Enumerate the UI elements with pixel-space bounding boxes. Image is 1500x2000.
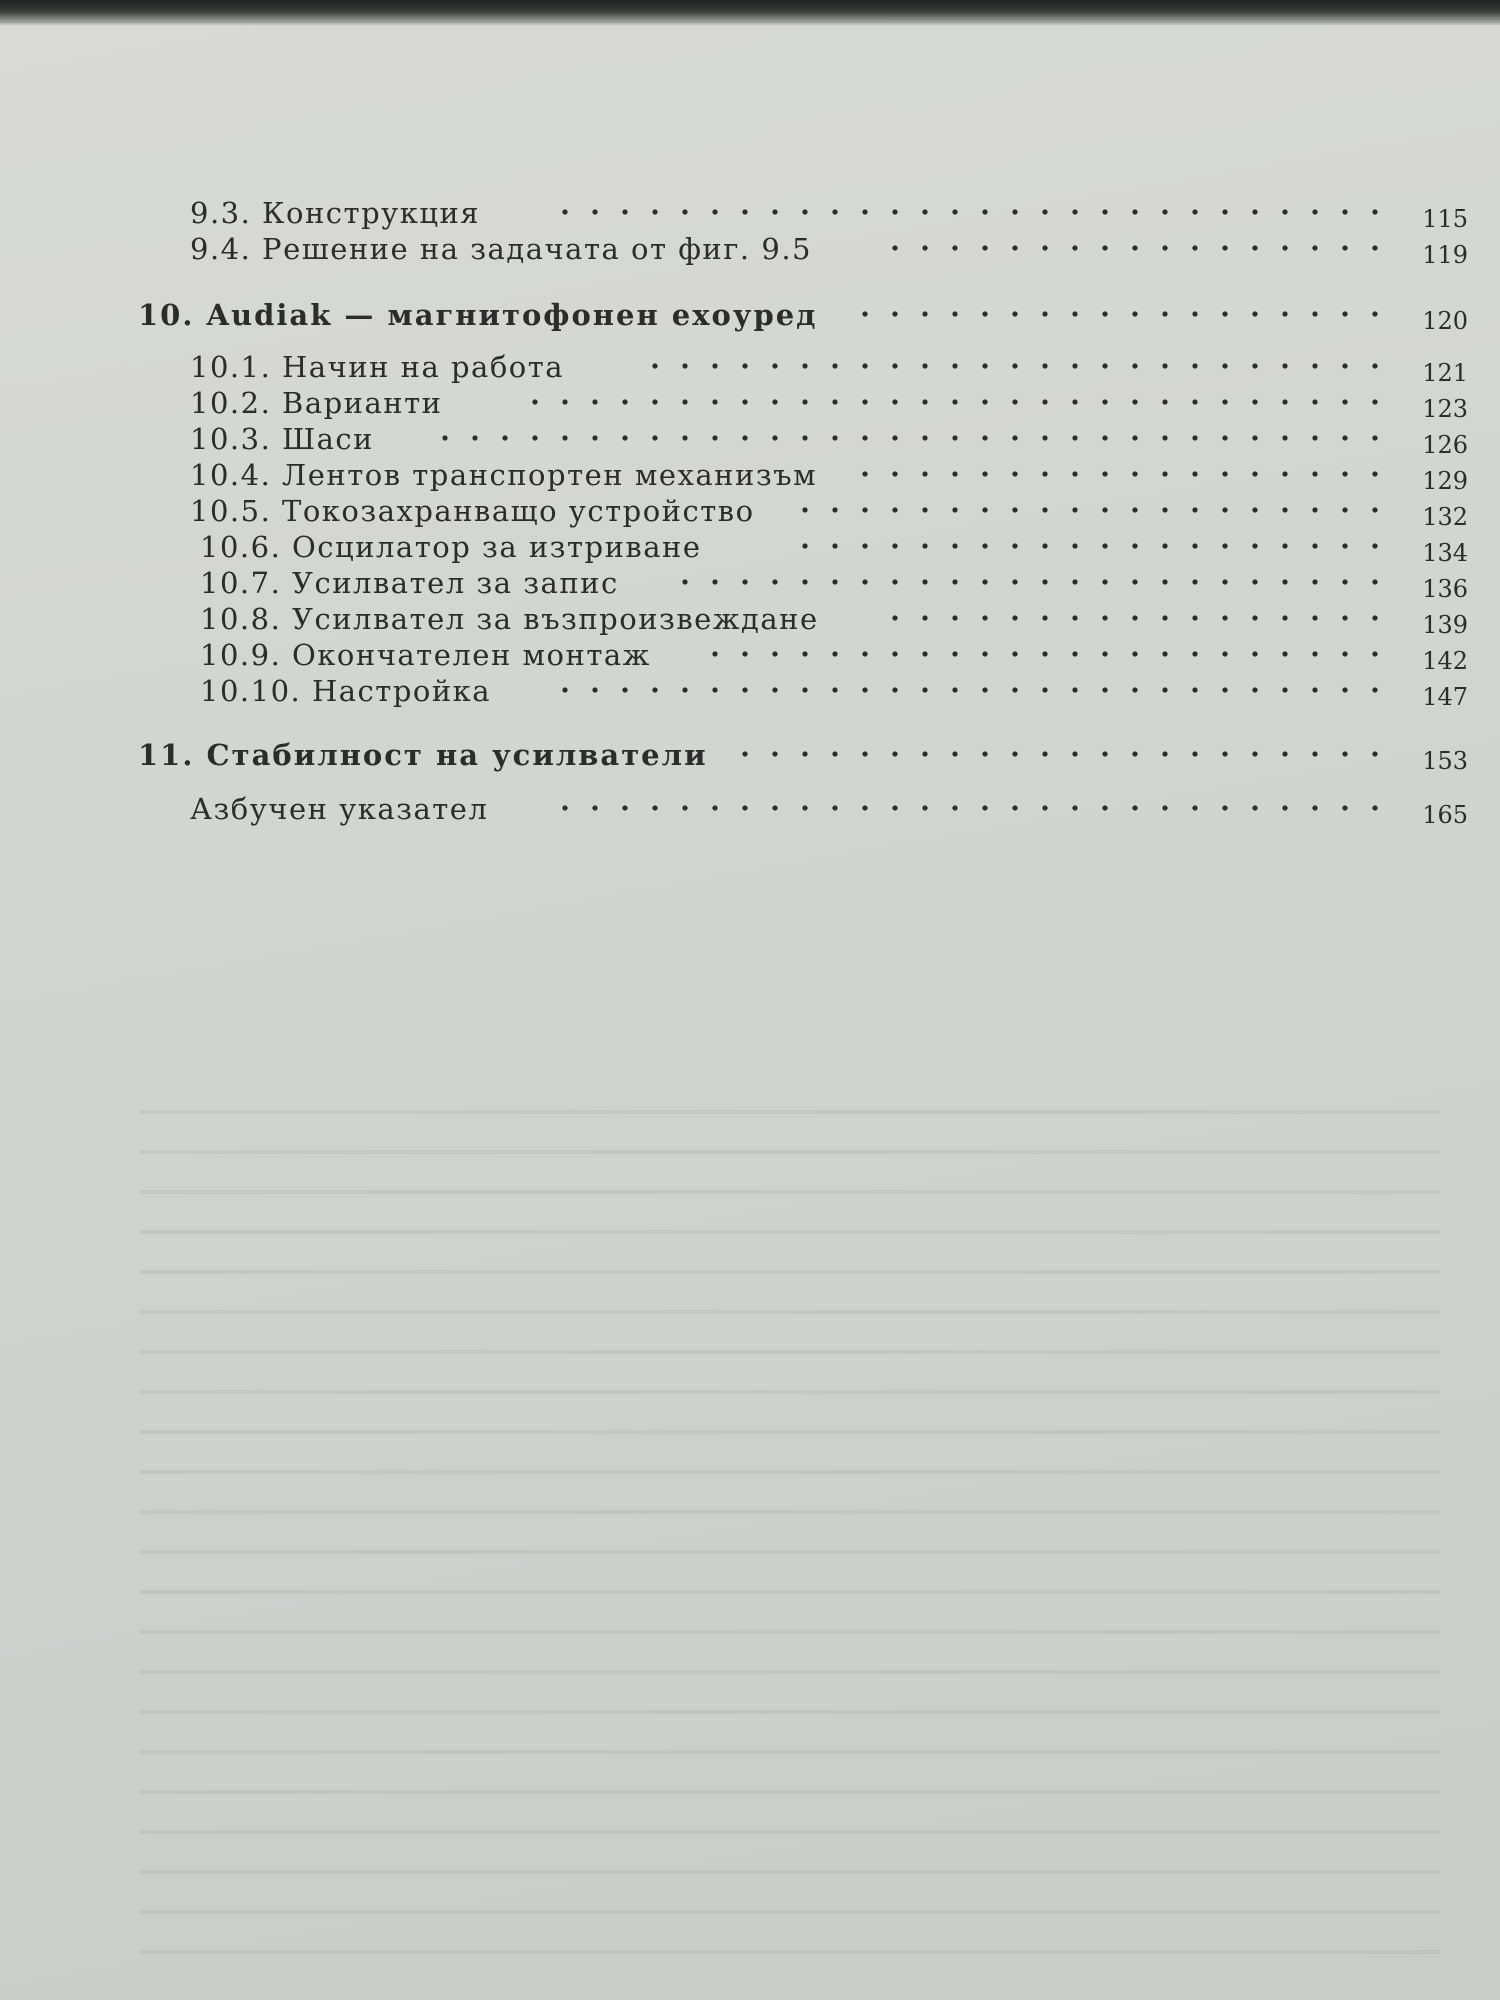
- toc-entry-label: 10.8. Усилвател за възпроизвеждане: [200, 602, 819, 636]
- toc-entry-10-2: [0, 386, 1500, 423]
- toc-page-number: 136: [1422, 575, 1468, 603]
- toc-entry-label: 10.1. Начин на работа: [190, 350, 565, 384]
- toc-page-number: 126: [1422, 431, 1468, 459]
- toc-page-number: 132: [1422, 503, 1468, 531]
- toc-entry-10-5: [0, 494, 1500, 531]
- toc-chapter-label: 10. Audiak — магнитофонен ехоуред: [138, 298, 818, 332]
- toc-entry-10-4: [0, 458, 1500, 495]
- toc-entry-10-6: [0, 530, 1500, 567]
- toc-leader-dots: [780, 542, 1390, 550]
- toc-entry-10-3: [0, 422, 1500, 459]
- toc-leader-dots: [880, 614, 1390, 622]
- toc-entry-label: 10.7. Усилвател за запис: [200, 566, 619, 600]
- toc-entry-label: 10.4. Лентов транспортен механизъм: [190, 458, 818, 492]
- toc-leader-dots: [880, 244, 1390, 252]
- toc-leader-dots: [540, 686, 1390, 694]
- toc-page-number: 115: [1422, 205, 1468, 233]
- toc-page-number: 120: [1422, 307, 1468, 335]
- toc-leader-dots: [420, 434, 1390, 442]
- toc-entry-label: 10.6. Осцилатор за изтриване: [200, 530, 702, 564]
- toc-entry-9-4: [0, 232, 1500, 269]
- toc-entry-label: 9.4. Решение на задачата от фиг. 9.5: [190, 232, 812, 266]
- toc-entry-9-3: [0, 196, 1500, 233]
- table-of-contents: [0, 0, 1500, 900]
- toc-chapter-label: 11. Стабилност на усилватели: [138, 738, 708, 772]
- toc-chapter-10: [0, 298, 1500, 335]
- toc-entry-10-1: [0, 350, 1500, 387]
- toc-leader-dots: [660, 578, 1390, 586]
- toc-entry-10-7: [0, 566, 1500, 603]
- toc-page-number: 153: [1422, 747, 1468, 775]
- toc-leader-dots: [860, 310, 1390, 318]
- toc-leader-dots: [640, 362, 1390, 370]
- bleed-through-text: [140, 1080, 1440, 1960]
- toc-leader-dots: [545, 804, 1390, 812]
- toc-leader-dots: [700, 650, 1390, 658]
- toc-leader-dots: [800, 506, 1390, 514]
- toc-page-number: 142: [1422, 647, 1468, 675]
- toc-leader-dots: [560, 208, 1390, 216]
- toc-entry-10-9: [0, 638, 1500, 675]
- toc-entry-label: 10.10. Настройка: [200, 674, 492, 708]
- toc-page-number: 129: [1422, 467, 1468, 495]
- toc-entry-label: 10.3. Шаси: [190, 422, 374, 456]
- toc-leader-dots: [530, 398, 1390, 406]
- toc-entry-index: [0, 792, 1500, 829]
- toc-entry-label: Азбучен указател: [190, 792, 489, 826]
- toc-page-number: 121: [1422, 359, 1468, 387]
- toc-page-number: 119: [1422, 241, 1468, 269]
- toc-page-number: 123: [1422, 395, 1468, 423]
- toc-entry-10-8: [0, 602, 1500, 639]
- toc-leader-dots: [740, 750, 1390, 758]
- toc-entry-10-10: [0, 674, 1500, 711]
- toc-page-number: 134: [1422, 539, 1468, 567]
- toc-page-number: 147: [1422, 683, 1468, 711]
- toc-entry-label: 10.5. Токозахранващо устройство: [190, 494, 755, 528]
- toc-leader-dots: [860, 470, 1390, 478]
- toc-page-number: 165: [1422, 801, 1468, 829]
- toc-entry-label: 9.3. Конструкция: [190, 196, 481, 230]
- toc-entry-label: 10.2. Варианти: [190, 386, 443, 420]
- toc-page-number: 139: [1422, 611, 1468, 639]
- toc-entry-label: 10.9. Окончателен монтаж: [200, 638, 651, 672]
- toc-chapter-11: [0, 738, 1500, 775]
